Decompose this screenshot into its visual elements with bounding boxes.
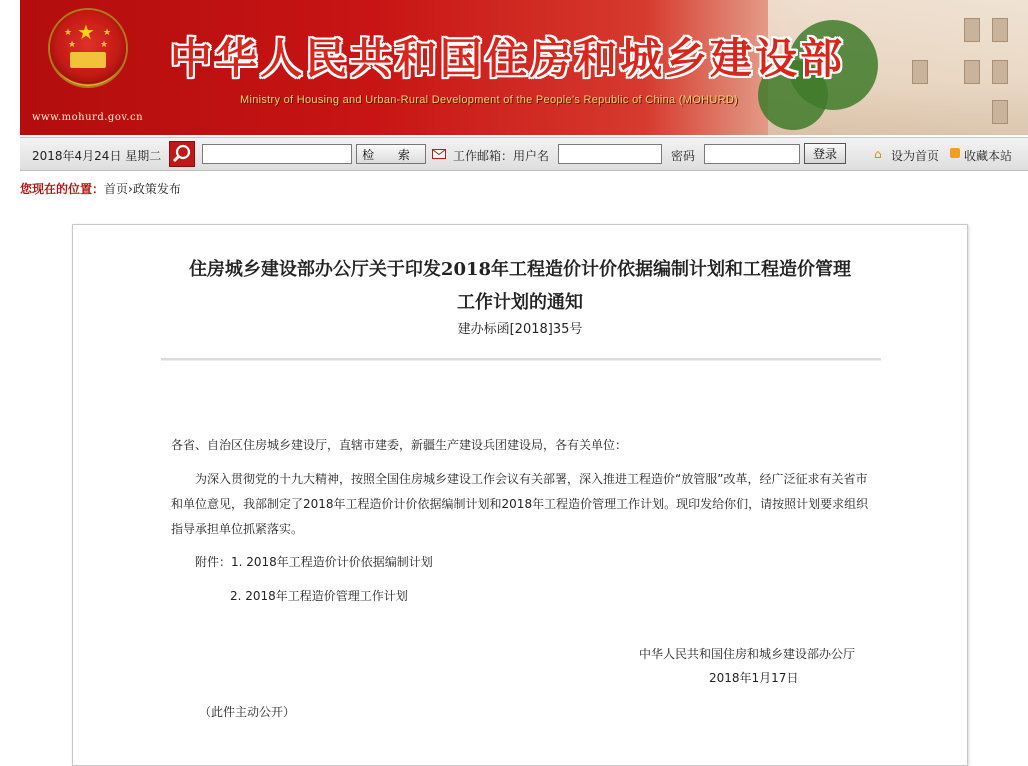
article-title <box>73 253 967 319</box>
set-homepage-link[interactable]: 设为首页 <box>891 149 940 163</box>
article-panel <box>72 224 968 766</box>
site-url: www.mohurd.gov.cn <box>32 112 144 123</box>
breadcrumb-label: 您现在的位置： <box>20 182 105 196</box>
article-title-line-2: 工作计划的通知 <box>457 292 583 313</box>
building-window <box>964 18 980 42</box>
username-input[interactable] <box>558 144 662 164</box>
email-username-label: 工作邮箱：用户名 <box>453 149 550 163</box>
signature-organization: 中华人民共和国住房和城乡建设部办公厅 <box>639 647 856 661</box>
breadcrumb <box>20 180 181 197</box>
body-paragraph: 为深入贯彻党的十九大精神，按照全国住房城乡建设工作会议有关部署，深入推进工程造价“放管服”改革，经广泛征求有关省市和单位意见，我部制定了2018年工程造价计价依据编制计划和2018年工程造价管理工作计划。现印发给你们，请按照计划要求组织指导承担单位抓紧落实。 <box>171 472 869 536</box>
building-window <box>992 18 1008 42</box>
building-window <box>992 60 1008 84</box>
signature-date: 2018年1月17日 <box>709 671 799 685</box>
building-window <box>992 100 1008 124</box>
password-input[interactable] <box>704 144 800 164</box>
national-emblem-icon: ★ ★ ★ ★ ★ <box>50 10 126 86</box>
breadcrumb-home-link[interactable]: 首页 <box>104 182 129 196</box>
mail-icon <box>432 148 446 162</box>
attachment-item-2: 2. 2018年工程造价管理工作计划 <box>230 589 408 603</box>
salutation: 各省、自治区住房城乡建设厅，直辖市建委，新疆生产建设兵团建设局，各有关单位： <box>171 438 628 452</box>
current-date: 2018年4月24日 星期二 <box>32 149 162 163</box>
article-title-line-1: 住房城乡建设部办公厅关于印发2018年工程造价计价依据编制计划和工程造价管理 <box>188 259 852 280</box>
bookmark-site-link[interactable]: 收藏本站 <box>964 149 1013 163</box>
home-icon: ⌂ <box>874 147 882 161</box>
search-icon[interactable] <box>169 141 195 167</box>
top-toolbar <box>20 137 1028 171</box>
disclosure-note: （此件主动公开） <box>199 705 296 719</box>
search-button[interactable]: 检 索 <box>356 144 426 164</box>
document-number: 建办标函[2018]35号 <box>457 322 583 337</box>
login-button[interactable]: 登录 <box>804 143 846 164</box>
rss-favorite-icon <box>950 148 960 158</box>
building-window <box>912 60 928 84</box>
ministry-english-name: Ministry of Housing and Urban-Rural Development of the People's Republic of China (MOHURD) <box>240 94 739 106</box>
password-label: 密码 <box>671 149 696 163</box>
building-window <box>964 60 980 84</box>
breadcrumb-separator: › <box>128 182 133 196</box>
title-divider <box>161 358 881 361</box>
header-banner <box>20 0 1028 135</box>
breadcrumb-current-link[interactable]: 政策发布 <box>132 182 181 196</box>
attachment-item-1: 附件：1. 2018年工程造价计价依据编制计划 <box>195 555 433 569</box>
search-input[interactable] <box>202 144 352 164</box>
ministry-title: 中华人民共和国住房和城乡建设部 <box>170 34 846 83</box>
